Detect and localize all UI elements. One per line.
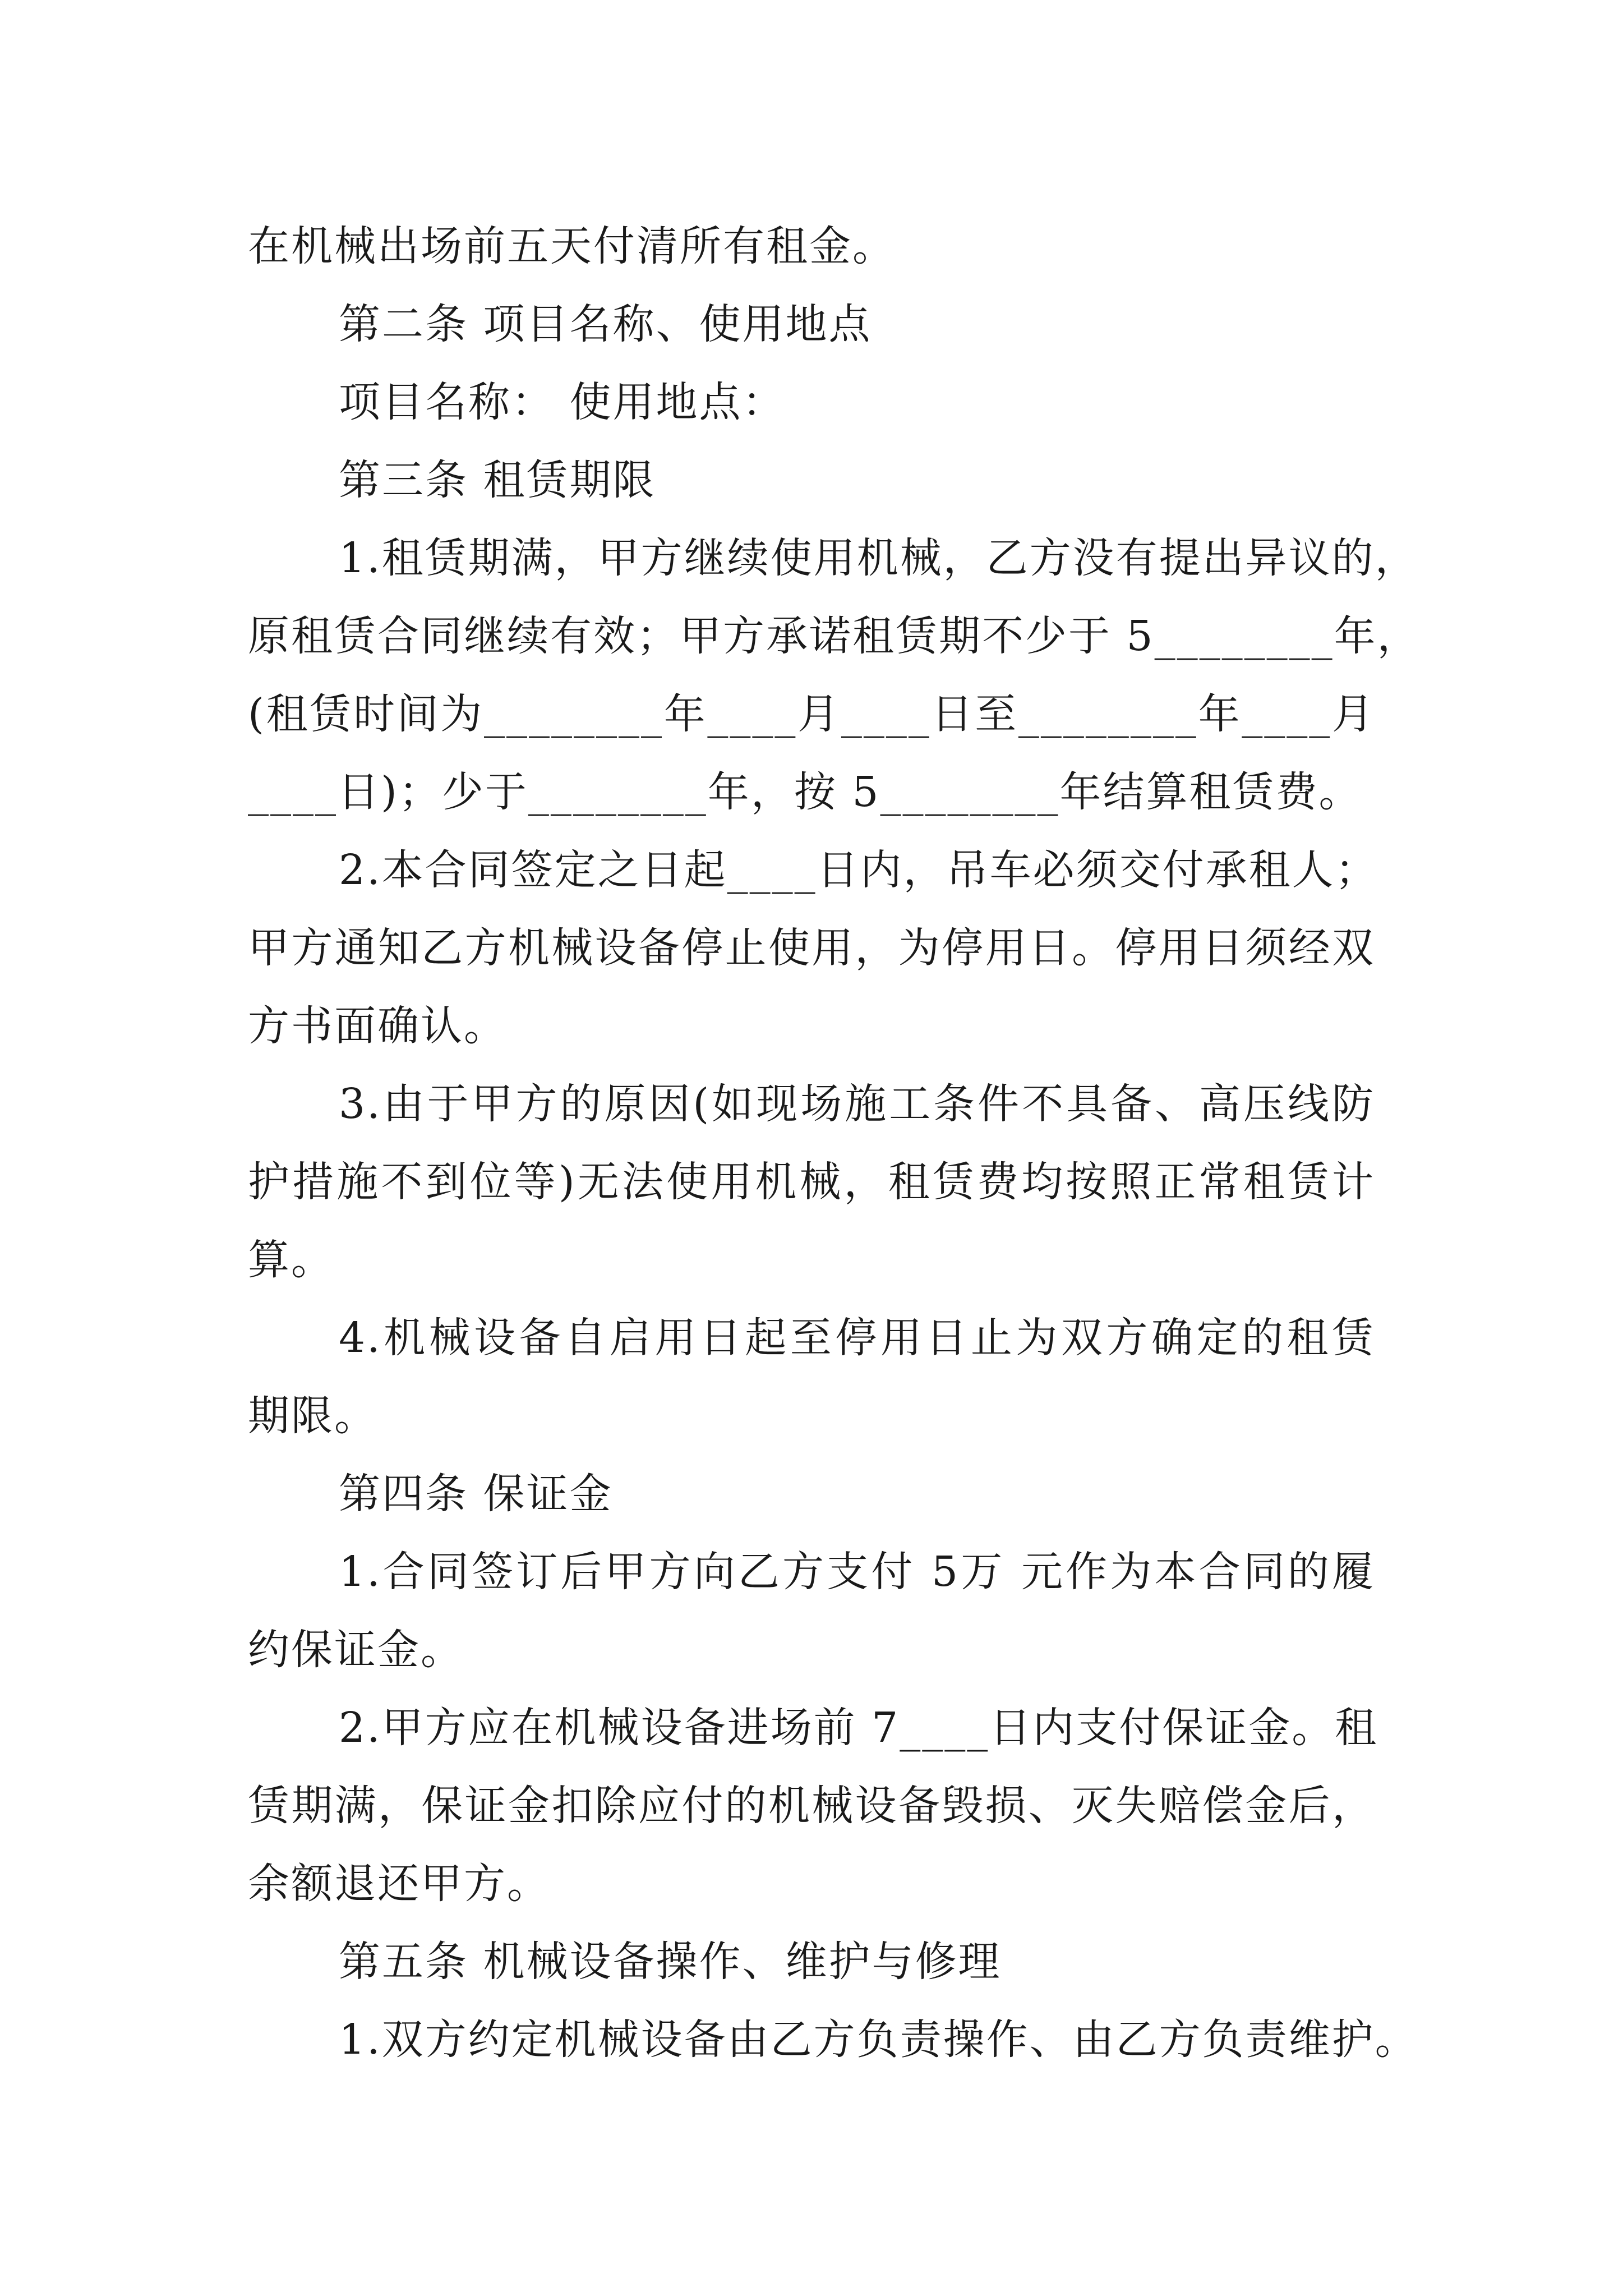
section-heading: 第四条 保证金 — [339, 1470, 613, 1518]
text-line: 3.由于甲方的原因(如现场施工条件不具备、高压线防 — [339, 1080, 1375, 1128]
text-line: 原租赁合同继续有效；甲方承诺租赁期不少于 5________年， — [248, 612, 1421, 660]
text-line: 余额退还甲方。 — [248, 1860, 550, 1908]
text-line: 1.双方约定机械设备由乙方负责操作、由乙方负责维护。 — [339, 2016, 1418, 2064]
text-line: 算。 — [248, 1236, 334, 1284]
text-line: 期限。 — [248, 1392, 377, 1440]
text-line: 4.机械设备自启用日起至停用日止为双方确定的租赁 — [339, 1314, 1375, 1362]
text-line: 在机械出场前五天付清所有租金。 — [248, 222, 896, 270]
document-body — [248, 208, 1421, 2079]
text-line: 甲方通知乙方机械设备停止使用，为停用日。停用日须经双 — [248, 924, 1375, 972]
text-line: 1.租赁期满，甲方继续使用机械，乙方没有提出异议的， — [339, 534, 1418, 582]
text-line: 2.本合同签定之日起____日内，吊车必须交付承租人； — [339, 846, 1378, 894]
text-line: 方书面确认。 — [248, 1002, 507, 1050]
text-line: ____日)；少于________年，按 5________年结算租赁费。 — [248, 768, 1362, 816]
text-line: 护措施不到位等)无法使用机械，租赁费均按照正常租赁计 — [248, 1158, 1375, 1206]
text-line: (租赁时间为________年____月____日至________年____月 — [248, 690, 1375, 738]
text-line: 约保证金。 — [248, 1626, 464, 1674]
text-line: 1.合同签订后甲方向乙方支付 5万 元作为本合同的履 — [339, 1548, 1375, 1596]
text-line: 赁期满，保证金扣除应付的机械设备毁损、灭失赔偿金后， — [248, 1782, 1375, 1830]
section-heading: 第三条 租赁期限 — [339, 456, 656, 504]
section-heading: 第二条 项目名称、使用地点 — [339, 300, 872, 348]
text-line: 项目名称： 使用地点： — [339, 378, 786, 426]
text-line: 2.甲方应在机械设备进场前 7____日内支付保证金。租 — [339, 1704, 1378, 1752]
section-heading: 第五条 机械设备操作、维护与修理 — [339, 1938, 1002, 1986]
